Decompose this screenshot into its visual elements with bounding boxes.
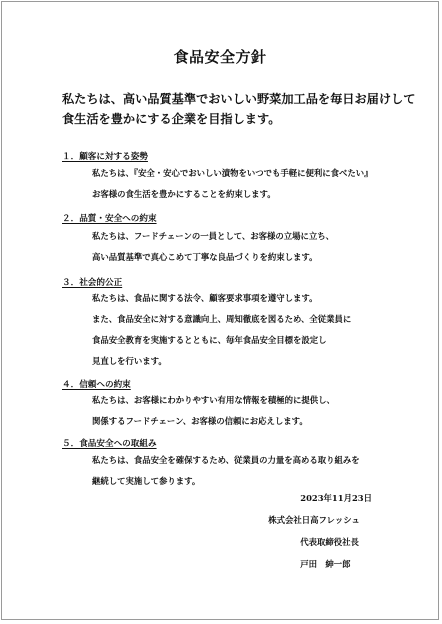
section-line: 高い品質基準で真心こめて丁寧な良品づくりを約束します。 bbox=[92, 252, 318, 262]
section-heading-social-fairness: ３．社会的公正 bbox=[62, 278, 123, 288]
section-body-food-safety-efforts bbox=[92, 450, 418, 492]
intro-line: 食生活を豊かにする企業を目指します。 bbox=[62, 112, 281, 126]
company-name: 株式会社日高フレッシュ bbox=[268, 515, 360, 525]
section-line: また、食品安全に対する意識向上、周知徹底を図るため、全従業員に bbox=[92, 314, 352, 324]
section-line: 食品安全教育を実施するとともに、毎年食品安全目標を設定し bbox=[92, 335, 327, 345]
document-title: 食品安全方針 bbox=[173, 48, 267, 66]
section-line: 私たちは、『安全・安心でおいしい漬物をいつでも手軽に便利に食べたい』 bbox=[92, 168, 373, 178]
issue-date: 2023年11月23日 bbox=[300, 493, 372, 503]
policy-document bbox=[1, 1, 439, 620]
section-line: 見直しを行います。 bbox=[92, 356, 167, 366]
section-line: 私たちは、食品安全を確保するため、従業員の力量を高める取り組みを bbox=[92, 455, 360, 465]
section-body-trust-promise bbox=[92, 390, 418, 432]
section-heading-food-safety-efforts: ５．食品安全への取組み bbox=[62, 439, 157, 449]
section-line: 私たちは、フードチェーンの一員として、お客様の立場に立ち、 bbox=[92, 231, 335, 241]
section-body-quality-promise bbox=[92, 226, 418, 268]
signatory-title: 代表取締役社長 bbox=[300, 537, 359, 547]
section-body-customer-attitude bbox=[92, 163, 418, 205]
section-line: 関係するフードチェーン、お客様の信頼にお応えします。 bbox=[92, 416, 308, 426]
section-heading-trust-promise: ４．信頼への約束 bbox=[62, 380, 131, 390]
section-line: 私たちは、食品に関する法令、顧客要求事項を遵守します。 bbox=[92, 293, 318, 303]
intro-statement bbox=[62, 89, 416, 129]
section-body-social-fairness bbox=[92, 288, 418, 372]
section-line: お客様の食生活を豊かにすることを約束します。 bbox=[92, 189, 276, 199]
section-line: 私たちは、お客様にわかりやすい有用な情報を積極的に提供し、 bbox=[92, 395, 335, 405]
section-heading-quality-promise: ２．品質・安全への約束 bbox=[62, 214, 157, 224]
signature-block bbox=[268, 487, 372, 575]
section-line: 継続して実施して参ります。 bbox=[92, 476, 201, 486]
signatory-name: 戸田 紳一郎 bbox=[300, 559, 351, 569]
section-heading-customer-attitude: １．顧客に対する姿勢 bbox=[62, 152, 148, 162]
intro-line: 私たちは、高い品質基準でおいしい野菜加工品を毎日お届けして bbox=[62, 92, 416, 106]
